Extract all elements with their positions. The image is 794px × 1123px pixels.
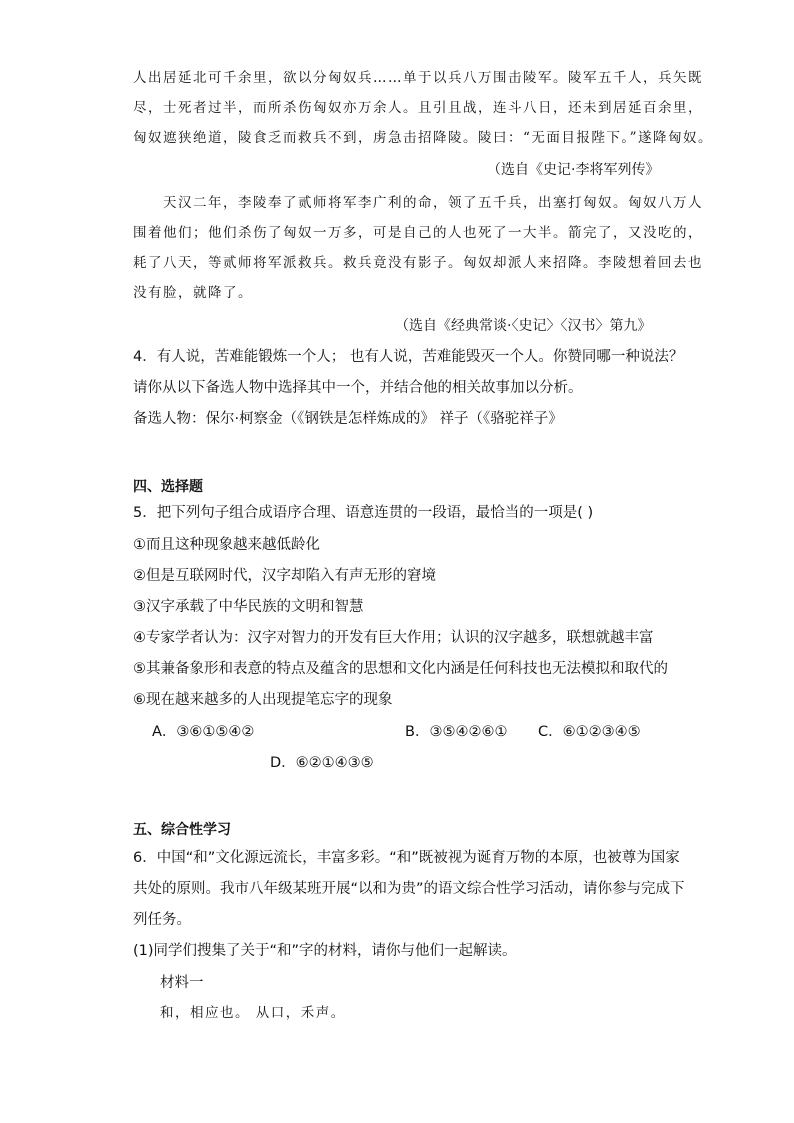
question-6-line-2: 共处的原则。我市八年级某班开展“以和为贵”的语文综合性学习活动，请你参与完成下 (133, 881, 685, 897)
option-d[interactable]: D．⑥②①④③⑤ (270, 755, 374, 771)
question-4-line-1: 4．有人说，苦难能锻炼一个人； 也有人说，苦难能毁灭一个人。你赞同哪一种说法？ (133, 349, 684, 365)
material-one-title: 材料一 (160, 975, 204, 991)
material-one-text: 和，相应也。 从口，禾声。 (160, 1005, 346, 1021)
option-b[interactable]: B．③⑤④②⑥① (405, 724, 508, 740)
passage-a-line-1: 人出居延北可千余里，欲以分匈奴兵……单于以兵八万围击陵军。陵军五千人，兵矢既 (133, 70, 703, 86)
passage-b-line-3: 耗了八天，等贰师将军派救兵。救兵竟没有影子。匈奴却派人来招降。李陵想着回去也 (133, 255, 703, 271)
sub-question-1: (1)同学们搜集了关于“和”字的材料，请你与他们一起解读。 (133, 943, 517, 959)
section-5-title: 五、综合性学习 (133, 822, 231, 838)
sentence-item-6: ⑥现在越来越多的人出现提笔忘字的现象 (133, 692, 393, 708)
section-4-title: 四、选择题 (133, 479, 203, 495)
sentence-item-5: ⑤其兼备象形和表意的特点及蕴含的思想和文化内涵是任何科技也无法模拟和取代的 (133, 661, 668, 677)
question-4-line-2: 请你从以下备选人物中选择其中一个，并结合他的相关故事加以分析。 (133, 380, 583, 396)
sentence-item-2: ②但是互联网时代，汉字却陷入有声无形的窘境 (133, 568, 436, 584)
passage-a-line-2: 尽，士死者过半，而所杀伤匈奴亦万余人。且引且战，连斗八日，还未到居延百余里， (133, 100, 703, 116)
question-5-stem: 5．把下列句子组合成语序合理、语意连贯的一段语，最恰当的一项是( ) (133, 505, 594, 521)
question-6-line-1: 6．中国“和”文化源远流长，丰富多彩。“和”既被视为诞育万物的本原，也被尊为国家 (133, 850, 680, 866)
sentence-item-3: ③汉字承载了中华民族的文明和智慧 (133, 599, 364, 615)
passage-b-line-2: 围着他们；他们杀伤了匈奴一万多，可是自己的人也死了一大半。箭完了，又没吃的， (133, 225, 703, 241)
sentence-item-4: ④专家学者认为：汉字对智力的开发有巨大作用；认识的汉字越多，联想就越丰富 (133, 630, 654, 646)
passage-b-line-1: 天汉二年，李陵奉了贰师将军李广利的命，领了五千兵，出塞打匈奴。匈奴八万人 (163, 195, 703, 211)
question-6-line-3: 列任务。 (133, 912, 191, 928)
question-4-candidates: 备选人物：保尔·柯察金（《钢铁是怎样炼成的》 祥子（《骆驼祥子》 (133, 411, 563, 427)
option-c[interactable]: C．⑥①②③④⑤ (538, 724, 641, 740)
passage-b-line-4: 没有脸，就降了。 (133, 285, 253, 301)
passage-a-source: （选自《史记·李将军列传》 (487, 162, 660, 178)
sentence-item-1: ①而且这种现象越来越低龄化 (133, 537, 320, 553)
passage-b-source: （选自《经典常谈·〈史记〉〈汉书〉第九》 (395, 318, 652, 334)
passage-a-line-3: 匈奴遮狭绝道，陵食乏而救兵不到，虏急击招降陵。陵曰：“无面目报陛下。”遂降匈奴。 (133, 130, 714, 146)
option-a[interactable]: A．③⑥①⑤④② (152, 724, 255, 740)
